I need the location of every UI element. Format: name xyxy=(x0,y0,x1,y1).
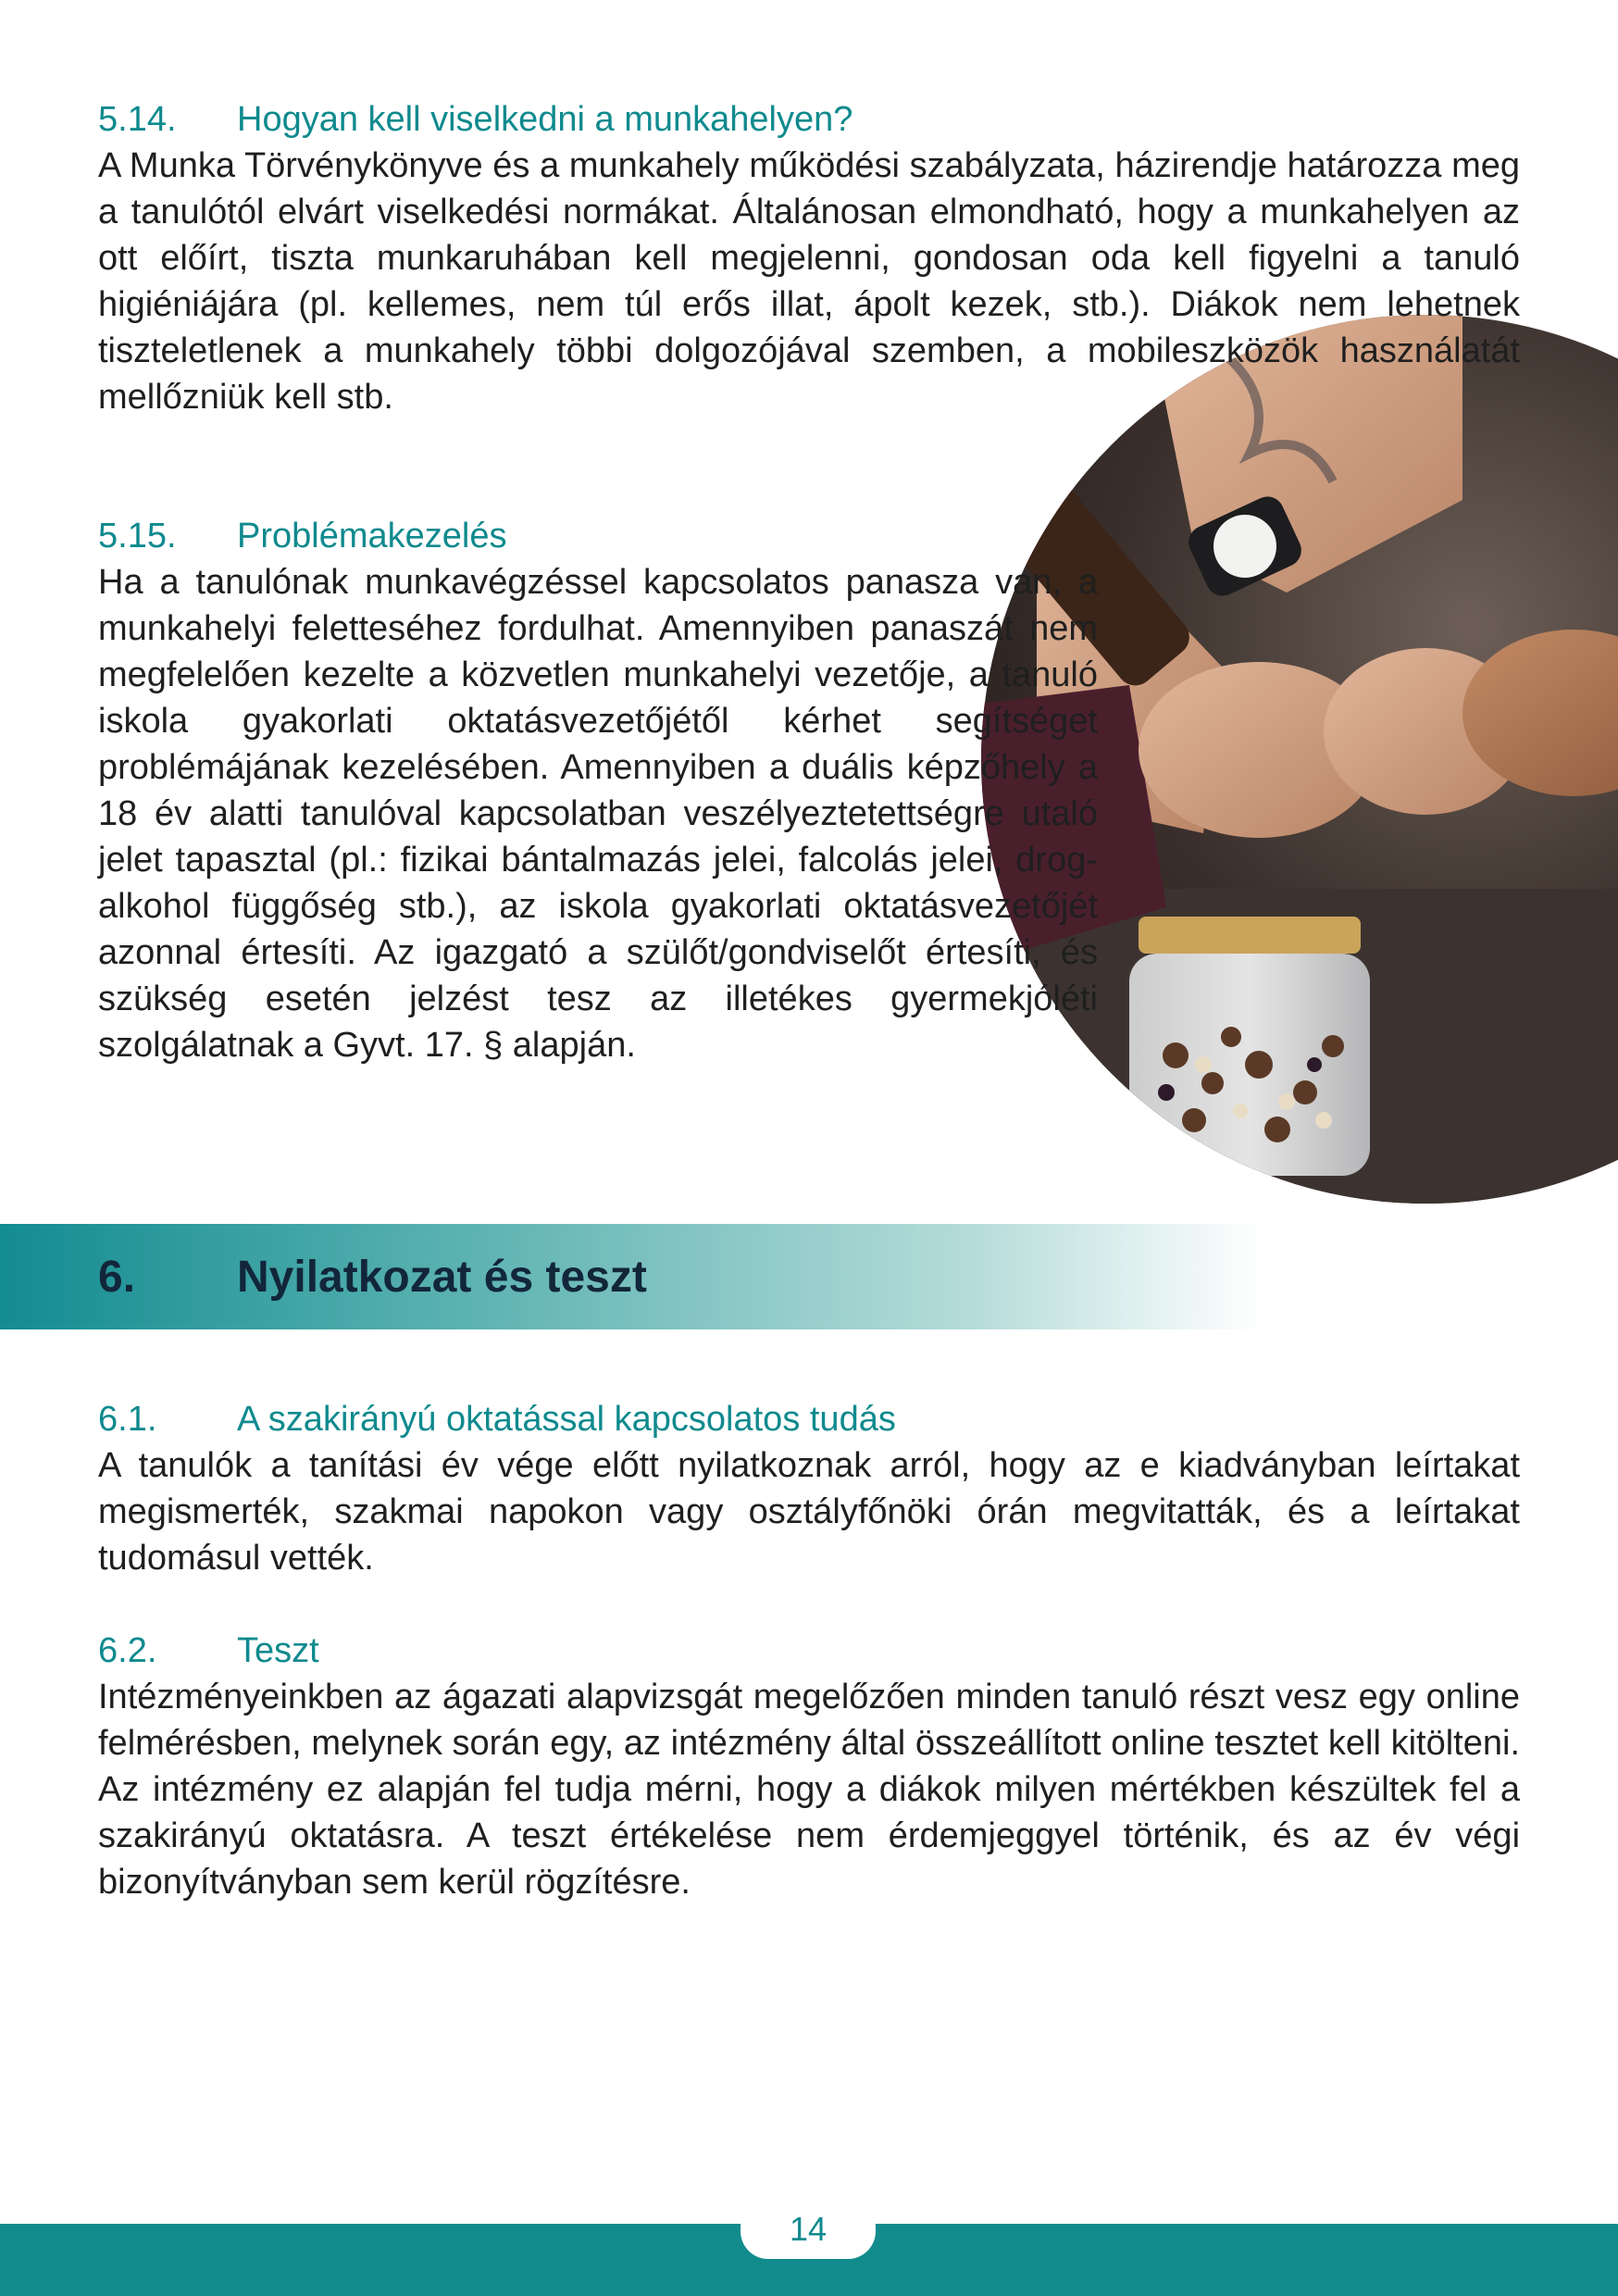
section-number: 5.14. xyxy=(98,100,177,139)
section-title: A szakirányú oktatással kapcsolatos tudás xyxy=(237,1400,896,1439)
text-line: szolgálatnak a Gyvt. 17. § alapján. xyxy=(98,1026,636,1065)
text-line: függőség stb.), az iskola gyakorlati oktatásvezetőjét xyxy=(231,887,1099,926)
text-line: Ha a tanulónak munkavégzéssel kapcsolatos xyxy=(98,563,829,602)
text-line: veszélyeztetettségre utaló jelet tapasztal (pl.: xyxy=(98,794,1098,880)
paragraph xyxy=(98,1442,1520,1581)
text-line: készültek fel a szakirányú oktatásra. A teszt értékelése nem érdemjeggyel történik, és xyxy=(98,1770,1520,1855)
section-heading xyxy=(98,96,1520,143)
text-line: panasza van, a munkahelyi feletteséhez fordulhat. xyxy=(98,563,1099,648)
text-line: munkahelyen az ott előírt, tiszta munkaruhában kell megjelenni, gondosan xyxy=(98,193,1521,278)
text-line: használatát mellőzniük kell stb. xyxy=(98,331,1521,417)
text-line: fizikai bántalmazás jelei, falcolás jelei, drog- alkohol xyxy=(98,841,1099,926)
text-line: a közvetlen munkahelyi vezetője, a tanuló iskola xyxy=(98,655,1098,741)
section-number: 6.2. xyxy=(98,1631,157,1670)
text-line: megismerték, szakmai napokon vagy osztályfőnöki órán megvitatták, és a leírtakat xyxy=(98,1492,1520,1531)
text-line: A Munka Törvénykönyve és a munkahely működési szabályzata, házirendje határozza xyxy=(98,146,1442,185)
text-line: problémájának kezelésében. Amennyiben a duális xyxy=(98,748,894,787)
section-heading xyxy=(98,513,1098,559)
text-line: online felmérésben, melynek során egy, az intézmény által összeállított online tesztet xyxy=(98,1678,1520,1763)
chapter-title: Nyilatkozat és teszt xyxy=(237,1252,647,1302)
section-6-1 xyxy=(98,1396,1520,1581)
paragraph xyxy=(98,559,1098,1068)
section-heading xyxy=(98,1396,1520,1442)
text-line: az év végi bizonyítványban sem kerül rögzítésre. xyxy=(98,1816,1521,1902)
section-6-2 xyxy=(98,1628,1520,1905)
paragraph xyxy=(98,143,1520,420)
text-line: Amennyiben panaszát nem megfelelően kezelte xyxy=(98,609,1098,694)
text-line: tudomásul vették. xyxy=(98,1539,374,1578)
text-line: kell kitölteni. Az intézmény ez alapján fel tudja mérni, hogy a diákok milyen mértékben xyxy=(98,1724,1521,1809)
section-title: Problémakezelés xyxy=(237,517,507,555)
text-line: meg a tanulótól elvárt viselkedési normákat. Általánosan elmondható, hogy a xyxy=(98,146,1520,231)
section-5-14 xyxy=(98,96,1520,420)
section-heading xyxy=(98,1628,1520,1674)
text-line: és szükség esetén jelzést tesz az illetékes gyermekjóléti xyxy=(98,933,1098,1018)
section-number: 6.1. xyxy=(98,1400,157,1439)
text-line: azonnal értesíti. Az igazgató a szülőt/gondviselőt értesíti, xyxy=(98,933,1041,972)
chapter-band xyxy=(0,1224,1618,1329)
paragraph xyxy=(98,1674,1520,1905)
text-line: A tanulók a tanítási év vége előtt nyilatkoznak arról, hogy az e kiadványban leírtakat xyxy=(98,1446,1520,1485)
text-line: munkahely többi dolgozójával szemben, a mobileszközök xyxy=(364,331,1319,370)
page-number: 14 xyxy=(741,2200,876,2259)
section-5-15 xyxy=(98,513,1098,1068)
chapter-heading xyxy=(98,1224,647,1329)
text-line: gyakorlati oktatásvezetőjétől kérhet segítséget xyxy=(242,702,1098,741)
text-line: Intézményeinkben az ágazati alapvizsgát megelőzően minden tanuló részt vesz egy xyxy=(98,1678,1415,1716)
section-title: Hogyan kell viselkedni a munkahelyen? xyxy=(237,100,853,139)
text-line: illat, ápolt kezek, stb.). Diákok nem lehetnek tiszteletlenek a xyxy=(98,285,1520,370)
section-number: 5.15. xyxy=(98,517,177,555)
text-line: képzőhely a 18 év alatti tanulóval kapcsolatban xyxy=(98,748,1099,833)
text-line: oda kell figyelni a tanuló higiéniájára (pl. kellemes, nem túl erős xyxy=(98,239,1520,324)
chapter-number: 6. xyxy=(98,1252,136,1302)
section-title: Teszt xyxy=(237,1631,319,1670)
